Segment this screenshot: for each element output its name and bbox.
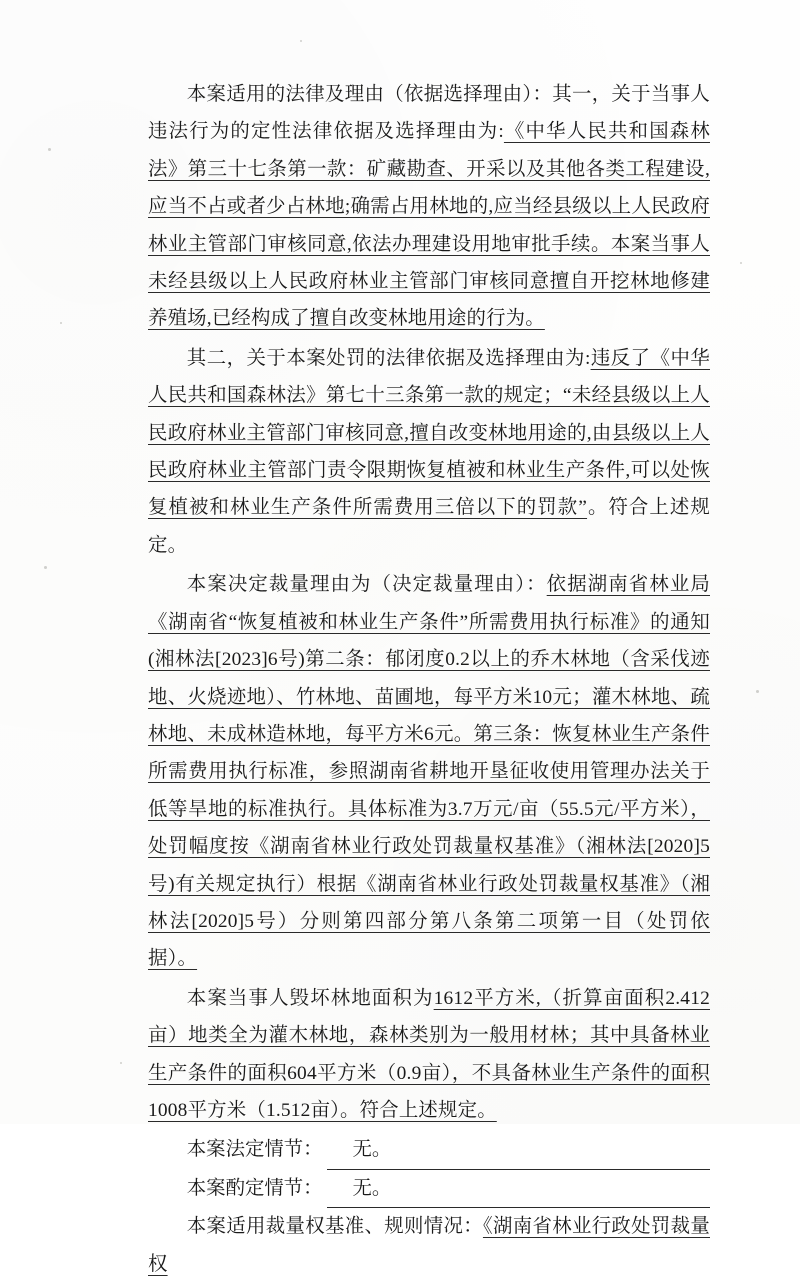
paragraph-lead-text: 本案决定裁量理由为（决定裁量理由）： (186, 574, 547, 596)
paragraph-underlined-text: 《中华人民共和国森林法》第三十七条第一款：矿藏勘查、开采以及其他各类工程建设,应当不占或者少占林地;确需占用林地的,应当经县级以上人民政府林业主管部门审核同意,依法办理建设用地审批手续。本案当事人未经县级以上人民政府林业主管部门审核同意擅自开挖林地修建养殖场,已经构成了擅自改变林地用途的行为。 (148, 121, 710, 330)
field-value: 无。 (327, 1170, 710, 1208)
paragraph-legal-basis-2 (148, 340, 710, 564)
document-text-body (148, 76, 710, 1285)
paragraph-lead-text: 本案当事人毁坏林地面积为 (186, 987, 434, 1009)
field-discretionary-circumstances (148, 1170, 710, 1208)
field-label: 本案法定情节： (186, 1139, 323, 1161)
paragraph-damage-facts (148, 980, 710, 1130)
paragraph-discretion-reason (148, 566, 710, 977)
field-label: 本案酌定情节： (186, 1177, 323, 1199)
paragraph-lead-text: 本案适用的法律及理由（依据选择理由）：其一，关于当事人违法行为的定性法律依据及选择理由为: (148, 84, 710, 143)
paragraph-underlined-text: 依据湖南省林业局《湖南省“恢复植被和林业生产条件”所需费用执行标准》的通知(湘林法[2023]6号)第二条：郁闭度0.2以上的乔木林地（含采伐迹地、火烧迹地）、竹林地、苗圃地，每平方米10元；灌木林地、疏林地、未成林造林地，每平方米6元。第三条：恢复林业生产条件所需费用执行标准，参照湖南省耕地开垦征收使用管理办法关于低等旱地的标准执行。具体标准为3.7万元/亩（55.5元/平方米），处罚幅度按《湖南省林业行政处罚裁量权基准》（湘林法[2020]5号)有关规定执行）根据《湖南省林业行政处罚裁量权基准》（湘林法[2020]5号）分则第四部分第八条第二项第一目（处罚依据）。 (148, 574, 710, 970)
paragraph-underlined-text: 1612平方米,（折算亩面积2.412亩）地类全为灌木林地，森林类别为一般用材林；其中具备林业生产条件的面积604平方米（0.9亩），不具备林业生产条件的面积1008平方米（1.512亩）。符合上述规定。 (148, 987, 710, 1121)
paragraph-tail-text: 。符合上述规定。 (148, 497, 710, 556)
field-statutory-circumstances (148, 1131, 710, 1169)
field-value: 无。 (327, 1131, 710, 1169)
paragraph-underlined-text: 《湖南省林业行政处罚裁量权 (148, 1216, 710, 1275)
paragraph-discretion-standard (148, 1208, 710, 1283)
paragraph-lead-text: 本案适用裁量权基准、规则情况： (186, 1216, 483, 1238)
paragraph-underlined-text: 违反了《中华人民共和国森林法》第七十三条第一款的规定；“未经县级以上人民政府林业主管部门审核同意,擅自改变林地用途的,由县级以上人民政府林业主管部门责令限期恢复植被和林业生产条件,可以处恢复植被和林业生产条件所需费用三倍以下的罚款” (148, 347, 710, 519)
paragraph-lead-text: 其二，关于本案处罚的法律依据及选择理由为: (186, 347, 591, 369)
paragraph-legal-basis-1 (148, 76, 710, 338)
